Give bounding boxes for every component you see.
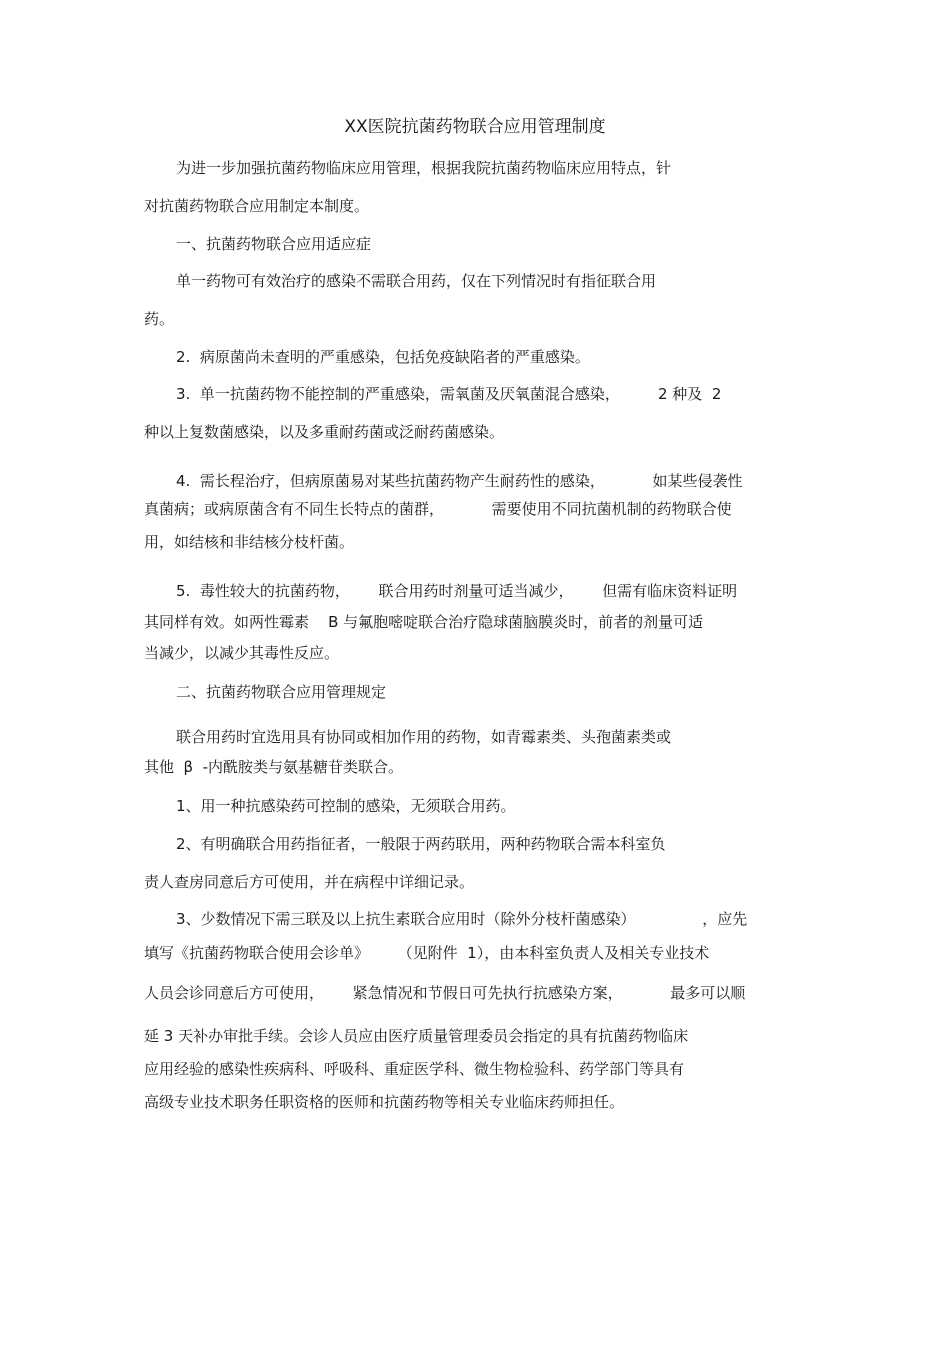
section-heading: 二、抗菌药物联合应用管理规定 (176, 683, 387, 701)
paragraph-line: 单一药物可有效治疗的感染不需联合用药，仅在下列情况时有指征联合用 (176, 272, 657, 290)
paragraph-line: 高级专业技术职务任职资格的医师和抗菌药物等相关专业临床药师担任。 (144, 1093, 625, 1111)
paragraph-line: 其他 β -内酰胺类与氨基糖苷类联合。 (144, 758, 404, 776)
section-heading: 一、抗菌药物联合应用适应症 (176, 235, 372, 253)
paragraph-line: 对抗菌药物联合应用制定本制度。 (144, 197, 370, 215)
paragraph-line: 其同样有效。如两性霉素 B 与氟胞嘧啶联合治疗隐球菌脑膜炎时，前者的剂量可适 (144, 613, 704, 631)
paragraph-line: 应用经验的感染性疾病科、呼吸科、重症医学科、微生物检验科、药学部门等具有 (144, 1060, 685, 1078)
paragraph-line: 药。 (144, 310, 175, 328)
document-title: XX医院抗菌药物联合应用管理制度 (344, 117, 606, 137)
paragraph-line: 为进一步加强抗菌药物临床应用管理，根据我院抗菌药物临床应用特点，针 (176, 159, 672, 177)
list-item: 1、用一种抗感染药可控制的感染，无须联合用药。 (176, 797, 516, 815)
paragraph-line: 真菌病；或病原菌含有不同生长特点的菌群， 需要使用不同抗菌机制的药物联合使 (144, 500, 732, 518)
list-item: 2、有明确联合用药指征者，一般限于两药联用，两种药物联合需本科室负 (176, 835, 666, 853)
list-item: 5. 毒性较大的抗菌药物， 联合用药时剂量可适当减少， 但需有临床资料证明 (176, 582, 738, 600)
paragraph-line: 联合用药时宜选用具有协同或相加作用的药物，如青霉素类、头孢菌素类或 (176, 728, 672, 746)
paragraph-line: 种以上复数菌感染，以及多重耐药菌或泛耐药菌感染。 (144, 423, 505, 441)
list-item: 4. 需长程治疗，但病原菌易对某些抗菌药物产生耐药性的感染， 如某些侵袭性 (176, 472, 743, 490)
list-item: 3. 单一抗菌药物不能控制的严重感染，需氧菌及厌氧菌混合感染， 2 种及 2 (176, 385, 722, 403)
paragraph-line: 责人查房同意后方可使用，并在病程中详细记录。 (144, 873, 475, 891)
paragraph-line: 填写《抗菌药物联合使用会诊单》 （见附件 1），由本科室负责人及相关专业技术 (144, 944, 710, 962)
list-item: 2. 病原菌尚未查明的严重感染，包括免疫缺陷者的严重感染。 (176, 348, 590, 366)
list-item: 3、少数情况下需三联及以上抗生素联合应用时（除外分枝杆菌感染） ，应先 (176, 910, 748, 928)
paragraph-line: 当减少，以减少其毒性反应。 (144, 644, 340, 662)
paragraph-line: 人员会诊同意后方可使用， 紧急情况和节假日可先执行抗感染方案， 最多可以顺 (144, 984, 746, 1002)
paragraph-line: 用，如结核和非结核分枝杆菌。 (144, 533, 355, 551)
paragraph-line: 延 3 天补办审批手续。会诊人员应由医疗质量管理委员会指定的具有抗菌药物临床 (144, 1027, 689, 1045)
